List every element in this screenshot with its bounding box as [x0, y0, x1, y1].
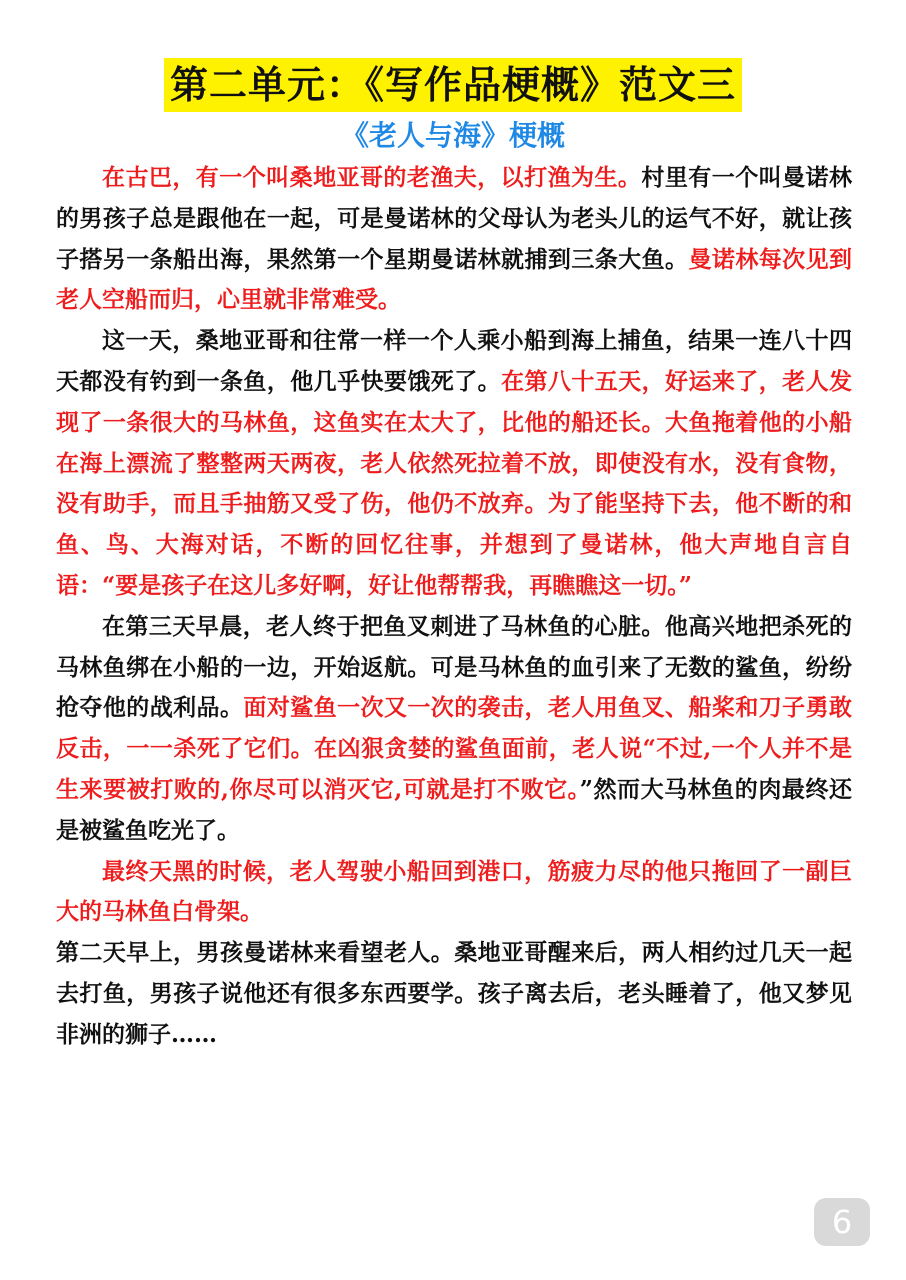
paragraph-3 — [56, 607, 852, 852]
text-segment: 在第八十五天，好运来了，老人发现了一条很大的马林鱼，这鱼实在太大了，比他的船还长。大鱼拖着他的小船在海上漂流了整整两天两夜，老人依然死拉着不放，即使没有水，没有食物，没有助手，而且手抽筋又受了伤，他仍不放弃。为了能坚持下去，他不断的和鱼、鸟、大海对话，不断的回忆往事，并想到了曼诺林，他大声地自言自语：“要是孩子在这儿多好啊，好让他帮帮我，再瞧瞧这一切。” — [56, 367, 853, 599]
page-subtitle: 《老人与海》梗概 — [340, 119, 565, 152]
paragraph-4 — [56, 852, 852, 934]
text-segment: 曼诺林每次见到老人空船而归，心里就非常难受。 — [56, 245, 853, 314]
text-segment: 这一天，桑地亚哥和往常一样一个人乘小船到海上捕鱼，结果一连八十四天都没有钓到一条鱼，他几乎快要饿死了。 — [56, 327, 852, 395]
paragraph-1 — [56, 158, 852, 321]
text-segment: ”然而大马林鱼的肉最终还是被鲨鱼吃光了。 — [56, 775, 852, 844]
paragraph-5 — [56, 933, 852, 1055]
text-segment: 村里有一个叫曼诺林的男孩子总是跟他在一起，可是曼诺林的父母认为老头儿的运气不好，就让孩子搭另一条船出海，果然第一个星期曼诺林就捕到三条大鱼。 — [56, 164, 853, 273]
text-segment: 在古巴，有一个叫桑地亚哥的老渔夫，以打渔为生。 — [102, 164, 642, 191]
text-segment: 面对鲨鱼一次又一次的袭击，老人用鱼叉、船桨和刀子勇敢反击，一一杀死了它们。在凶狠贪婪的鲨鱼面前，老人说“不过,一个人并不是生来要被打败的,你尽可以消灭它,可就是打不败它。 — [56, 694, 853, 803]
text-segment: 在第三天早晨，老人终于把鱼叉刺进了马林鱼的心脏。他高兴地把杀死的马林鱼绑在小船的一边，开始返航。可是马林鱼的血引来了无数的鲨鱼，纷纷抢夺他的战利品。 — [56, 612, 852, 722]
article-body — [56, 158, 852, 1056]
text-segment: 第二天早上，男孩曼诺林来看望老人。桑地亚哥醒来后，两人相约过几天一起去打鱼，男孩子说他还有很多东西要学。孩子离去后，老头睡着了，他又梦见非洲的狮子…… — [56, 939, 852, 1048]
subtitle-container — [0, 116, 906, 156]
page-title: 第二单元：《写作品梗概》范文三 — [164, 58, 742, 112]
paragraph-2 — [56, 321, 852, 607]
title-container — [0, 58, 906, 112]
page-number-badge: 6 — [814, 1198, 870, 1246]
text-segment: 最终天黑的时候，老人驾驶小船回到港口，筋疲力尽的他只拖回了一副巨大的马林鱼白骨架。 — [56, 857, 852, 926]
